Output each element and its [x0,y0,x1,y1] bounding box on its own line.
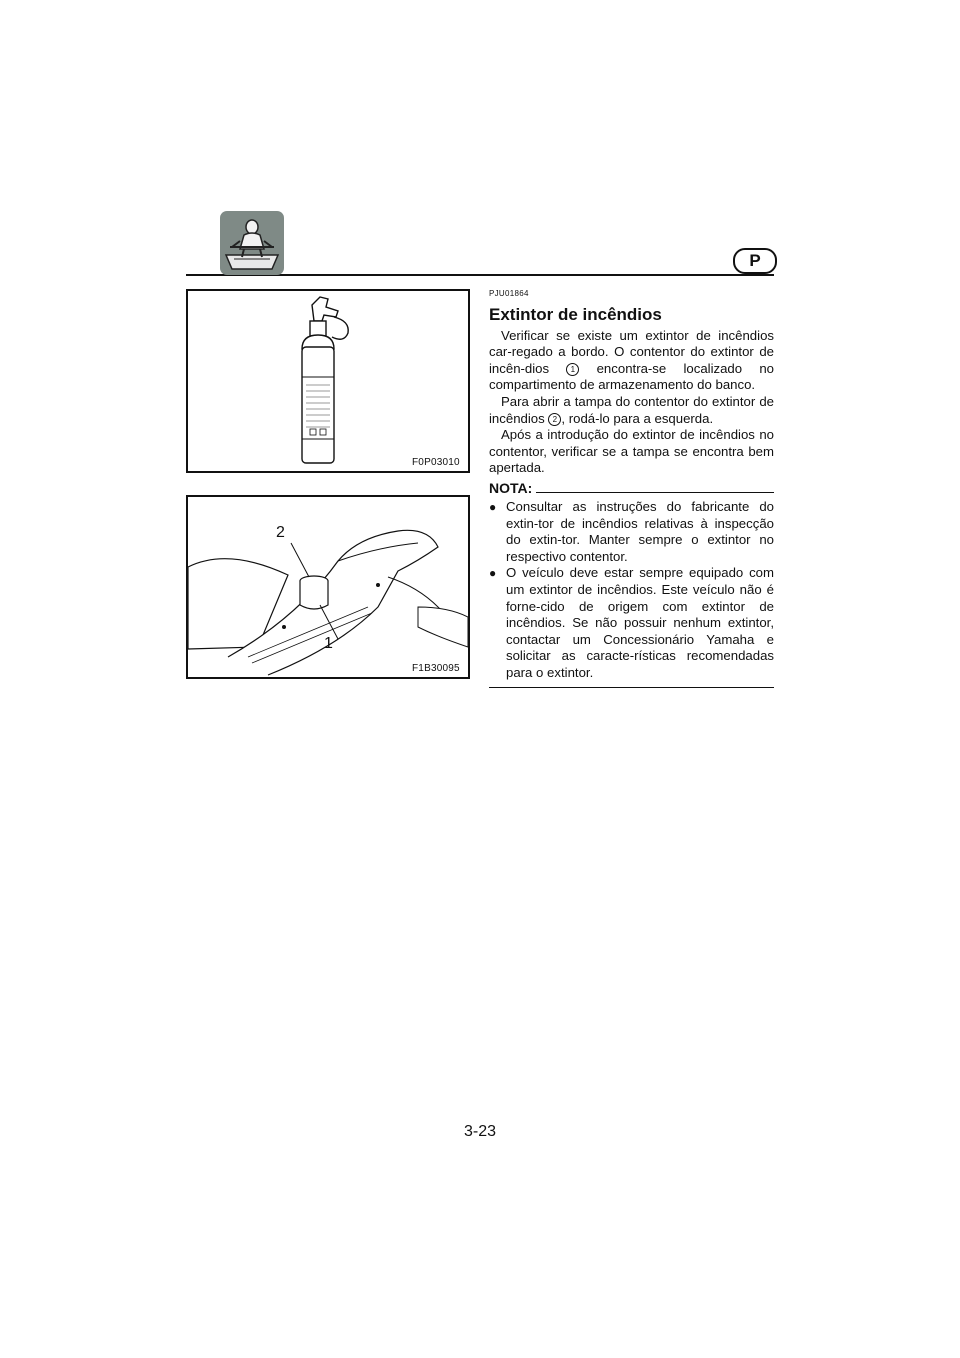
figure-code: F1B30095 [412,663,460,674]
figure-seat-storage [186,495,470,679]
bullet-icon: ● [489,499,497,514]
note-end-rule [489,687,774,688]
paragraph-1: Verificar se existe um extintor de incêndios car-regado a bordo. O contentor do extintor de incên-dios 1 encontra-se localizado no compartimento de armazenamento do banco. [489,327,774,393]
fire-extinguisher-illustration [188,291,468,471]
language-badge: P [733,248,777,274]
paragraph-2: Para abrir a tampa do contentor do extintor de incêndios 2 , rodá-lo para a esquerda. [489,393,774,426]
page-number: 3-23 [463,1123,497,1140]
ref-1: 1 [566,363,579,376]
callout-1: 1 [324,635,333,652]
paragraph-3: Após a introdução do extintor de incêndios no contentor, verificar se a tampa se encontra bem apertada. [489,427,774,476]
bullet-icon: ● [489,566,497,581]
section-content [489,286,774,688]
section-title: Extintor de incêndios [489,304,662,324]
figure-fire-extinguisher [186,289,470,473]
figure-code: F0P03010 [412,457,460,468]
note-rule [536,492,774,493]
list-item: ● Consultar as instruções do fabricante do extin-tor de incêndios relativas à inspecção do extin-tor. Manter sempre o extintor no respectivo contentor. [489,498,774,564]
jet-ski-rider-icon [220,211,284,275]
ref-2: 2 [548,413,561,426]
note-list [489,499,774,682]
note-header [489,480,774,496]
note-label: NOTA: [489,479,533,496]
section-code: PJU01864 [489,289,529,298]
callout-2: 2 [276,524,285,541]
list-item: ● O veículo deve estar sempre equipado com um extintor de incêndios. Este veículo não é forne-cido de origem com extintor de incêndios. Se não possuir nenhum extintor, contactar um Concessionário Yamaha e solicitar as caracte-rísticas recomendadas para o extintor. [489,565,774,680]
